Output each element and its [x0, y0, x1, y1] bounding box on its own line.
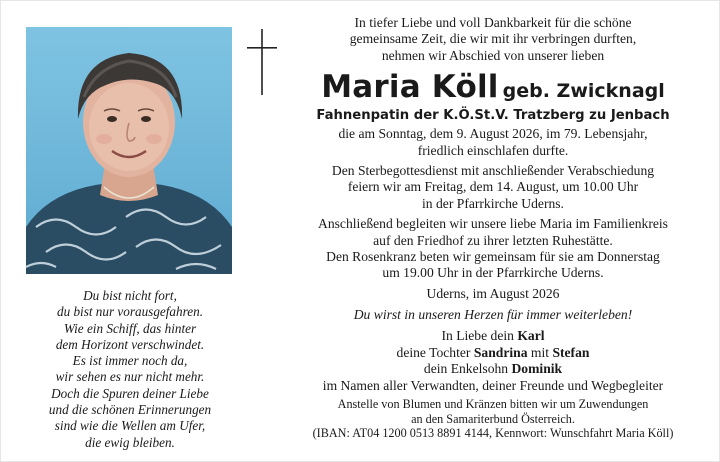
portrait-photo — [26, 27, 232, 274]
daughter-name: Sandrina — [473, 344, 528, 360]
funeral-line: feiern wir am Freitag, dem 14. August, um 10.00 Uhr — [347, 179, 639, 195]
intro-line: nehmen wir Abschied von unserer lieben — [381, 47, 605, 63]
family-text: mit — [527, 344, 553, 360]
death-notice-line: friedlich einschlafen durfte. — [417, 142, 569, 158]
husband-name: Karl — [517, 328, 545, 344]
family-text: In Liebe dein — [441, 328, 518, 344]
family-grandson — [291, 361, 695, 377]
donation-line: Anstelle von Blumen und Kränzen bitten wir um Zuwendungen — [337, 396, 649, 411]
poem — [25, 288, 235, 451]
intro-line: In tiefer Liebe und voll Dankbarkeit für die schöne — [354, 15, 632, 30]
burial-line: um 19.00 Uhr in der Pfarrkirche Uderns. — [382, 265, 604, 281]
poem-line: du bist nur vorausgefahren. — [56, 304, 204, 320]
notice-text — [291, 15, 695, 441]
place-date: Uderns, im August 2026 — [426, 285, 560, 301]
maiden-name: geb. Zwicknagl — [502, 80, 665, 103]
poem-line: Doch die Spuren deiner Liebe — [51, 385, 209, 401]
portrait-illustration — [26, 27, 232, 274]
family-husband — [291, 328, 695, 344]
funeral-line: in der Pfarrkirche Uderns. — [422, 195, 564, 211]
poem-line: und die schönen Erinnerungen — [48, 402, 212, 418]
family-text: deine Tochter — [396, 344, 474, 360]
funeral-line: Den Sterbegottesdienst mit anschließender Verabschiedung — [331, 163, 655, 179]
deceased-name: Maria Köll — [321, 69, 499, 106]
motto: Du wirst in unseren Herzen für immer weiterleben! — [353, 307, 633, 323]
burial-line: auf den Friedhof zu ihrer letzten Ruhestätte. — [373, 232, 613, 248]
family-text: dein Enkelsohn — [423, 361, 512, 377]
daughter-partner-name: Stefan — [552, 344, 590, 360]
cross-icon — [247, 29, 277, 95]
burial-line: Den Rosenkranz beten wir gemeinsam für sie am Donnerstag — [326, 249, 660, 265]
poem-line: wir sehen es nur nicht mehr. — [55, 369, 205, 385]
grandson-name: Dominik — [511, 361, 563, 377]
donation-line: an den Samariterbund Österreich. — [411, 411, 575, 426]
poem-line: Wie ein Schiff, das hinter — [63, 320, 197, 336]
family-daughter — [291, 345, 695, 361]
poem-line: die ewig bleiben. — [85, 434, 175, 450]
burial-line: Anschließend begleiten wir unsere liebe Maria im Familienkreis — [318, 216, 668, 232]
poem-line: sind wie die Wellen am Ufer, — [54, 418, 206, 434]
family-others: im Namen aller Verwandten, deiner Freunde und Wegbegleiter — [322, 377, 664, 393]
honorary-title: Fahnenpatin der K.Ö.St.V. Tratzberg zu Jenbach — [316, 108, 670, 124]
poem-line: dem Horizont verschwindet. — [55, 336, 205, 352]
deceased-name-row — [291, 68, 695, 106]
death-notice-line: die am Sonntag, dem 9. August 2026, im 79. Lebensjahr, — [338, 126, 648, 142]
poem-line: Es ist immer noch da, — [72, 353, 188, 369]
intro-line: gemeinsame Zeit, die wir mit ihr verbringen durften, — [349, 31, 637, 47]
donation-line: (IBAN: AT04 1200 0513 8891 4144, Kennwort: Wunschfahrt Maria Köll) — [312, 426, 674, 441]
poem-line: Du bist nicht fort, — [83, 288, 177, 303]
